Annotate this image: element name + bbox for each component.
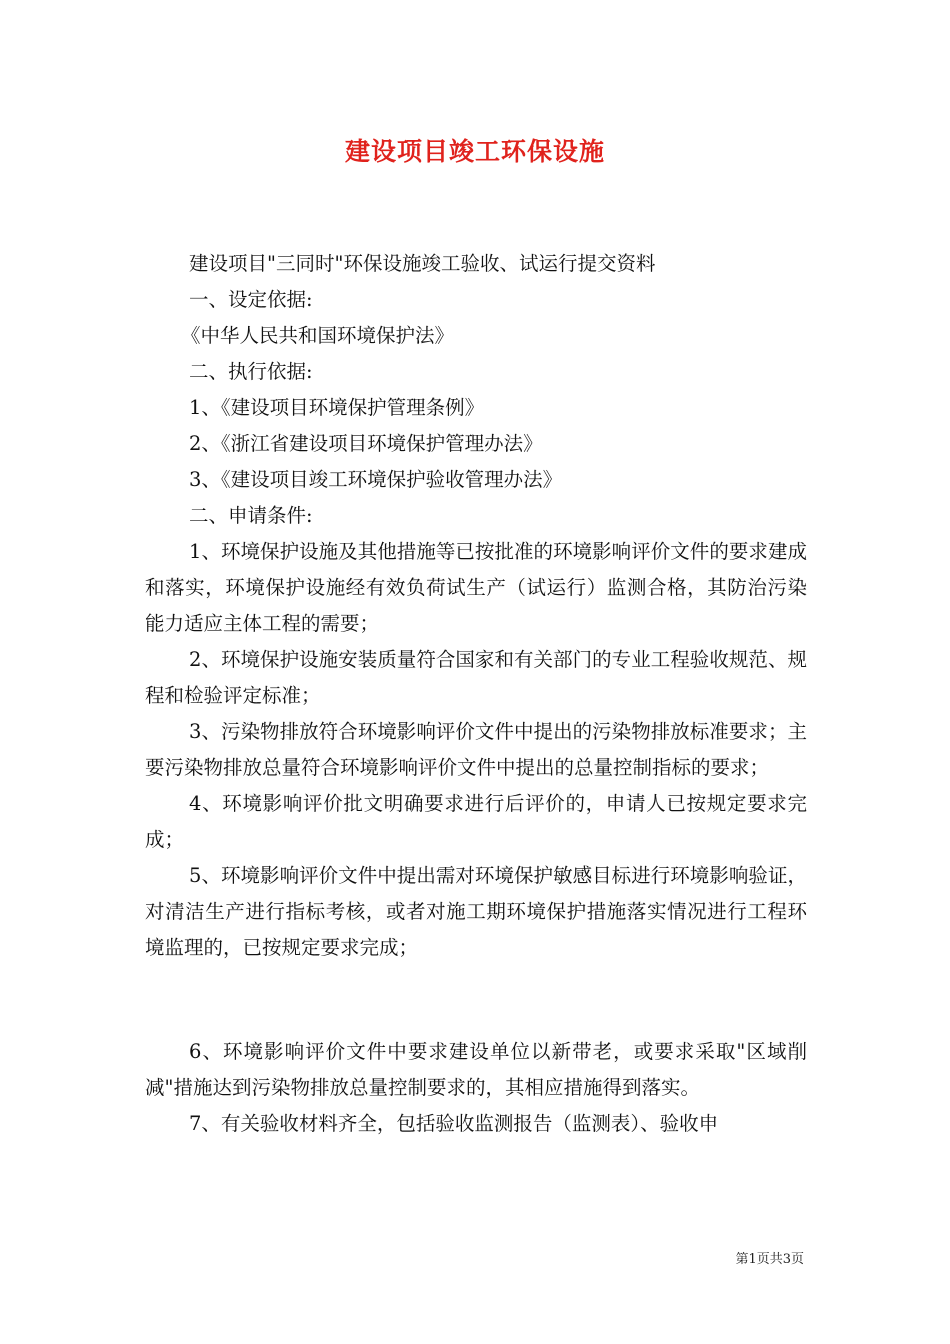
- condition-paragraph-2: 2、环境保护设施安装质量符合国家和有关部门的专业工程验收规范、规程和检验评定标准；: [145, 648, 807, 707]
- document-body: [145, 246, 807, 1142]
- law-reference: 《中华人民共和国环境保护法》: [181, 324, 455, 347]
- regulation-item-1: 1、《建设项目环境保护管理条例》: [189, 396, 485, 419]
- section-heading-execution: 二、执行依据:: [189, 360, 313, 383]
- condition-paragraph-1: 1、环境保护设施及其他措施等已按批准的环境影响评价文件的要求建成和落实，环境保护设施经有效负荷试生产（试运行）监测合格，其防治污染能力适应主体工程的需要；: [145, 540, 807, 635]
- regulation-item-3: 3、《建设项目竣工环境保护验收管理办法》: [189, 468, 563, 491]
- section-heading-conditions: 二、申请条件:: [189, 504, 313, 527]
- condition-paragraph-3: 3、污染物排放符合环境影响评价文件中提出的污染物排放标准要求；主要污染物排放总量符合环境影响评价文件中提出的总量控制指标的要求；: [145, 720, 807, 779]
- intro-line: 建设项目"三同时"环保设施竣工验收、试运行提交资料: [189, 252, 656, 275]
- condition-paragraph-4: 4、环境影响评价批文明确要求进行后评价的，申请人已按规定要求完成；: [145, 792, 807, 851]
- section-heading-basis: 一、设定依据:: [189, 288, 313, 311]
- document-title: 建设项目竣工环保设施: [344, 137, 605, 166]
- page-number: 第1页共3页: [735, 1252, 804, 1267]
- regulation-item-2: 2、《浙江省建设项目环境保护管理办法》: [189, 432, 543, 455]
- paragraph-gap: [145, 966, 807, 1034]
- condition-paragraph-5: 5、环境影响评价文件中提出需对环境保护敏感目标进行环境影响验证，对清洁生产进行指标考核，或者对施工期环境保护措施落实情况进行工程环境监理的，已按规定要求完成；: [145, 864, 807, 959]
- condition-paragraph-6: 6、环境影响评价文件中要求建设单位以新带老，或要求采取"区域削减"措施达到污染物排放总量控制要求的，其相应措施得到落实。: [145, 1040, 807, 1099]
- condition-paragraph-7: 7、有关验收材料齐全，包括验收监测报告（监测表）、验收申: [189, 1112, 719, 1135]
